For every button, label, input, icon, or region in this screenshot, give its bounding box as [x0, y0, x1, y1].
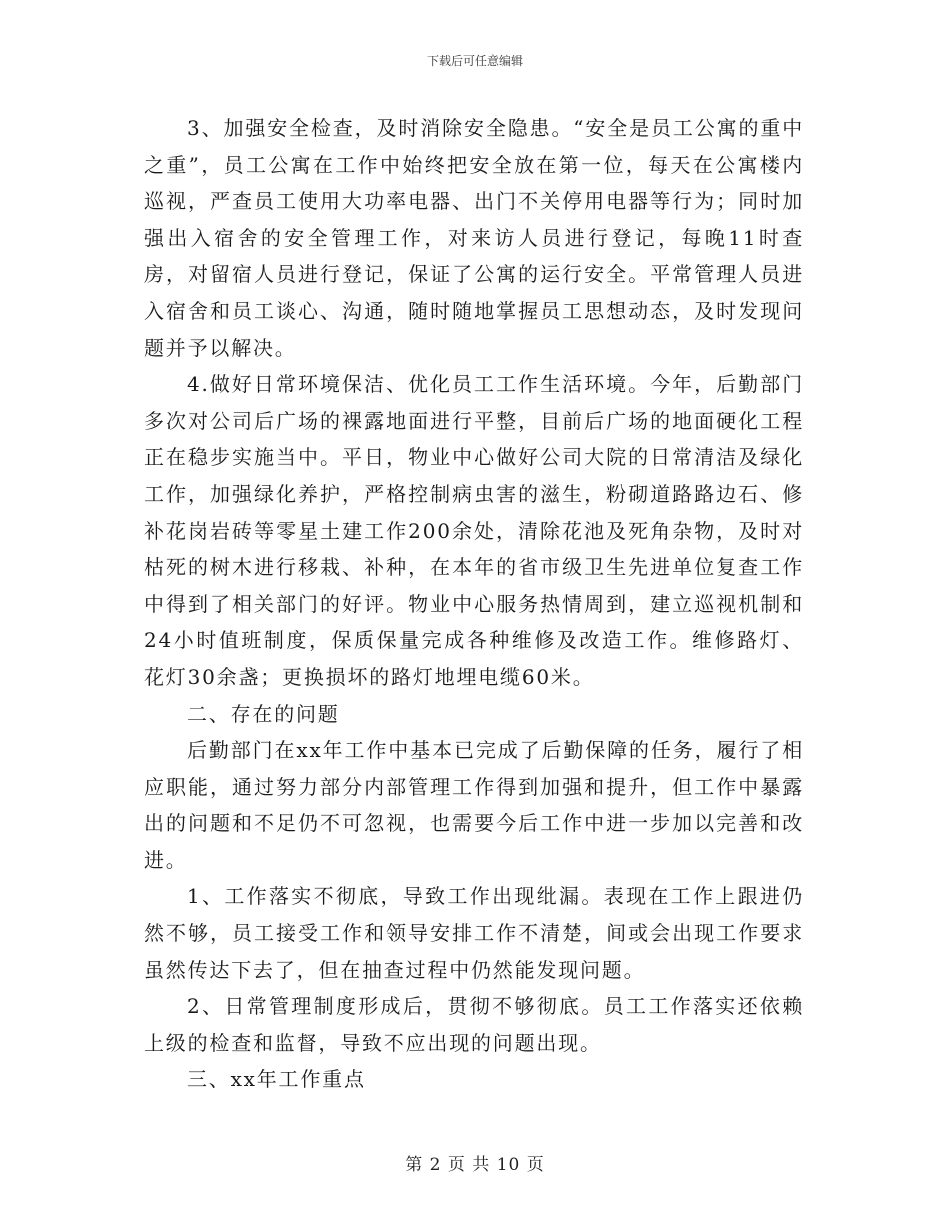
section-heading-work-focus: 三、xx年工作重点 [187, 1067, 366, 1092]
document-body [144, 110, 804, 1098]
section-heading-existing-problems: 二、存在的问题 [187, 701, 340, 726]
page-number: 第 2 页 共 10 页 [405, 1155, 545, 1175]
paragraph-problem-1: 1、工作落实不彻底，导致工作出现纰漏。表现在工作上跟进仍然不够，员工接受工作和领导安排工作不清楚，间或会出现工作要求虽然传达下去了，但在抽查过程中仍然能发现问题。 [144, 884, 804, 982]
paragraph-safety-inspection: 3、加强安全检查，及时消除安全隐患。“安全是员工公寓的重中之重”，员工公寓在工作中始终把安全放在第一位，每天在公寓楼内巡视，严查员工使用大功率电器、出门不关停用电器等行为；同时加强出入宿舍的安全管理工作，对来访人员进行登记，每晚11时查房，对留宿人员进行登记，保证了公寓的运行安全。平常管理人员进入宿舍和员工谈心、沟通，随时随地掌握员工思想动态，及时发现问题并予以解决。 [144, 116, 804, 360]
paragraph-problems-overview: 后勤部门在xx年工作中基本已完成了后勤保障的任务，履行了相应职能，通过努力部分内部管理工作得到加强和提升，但工作中暴露出的问题和不足仍不可忽视，也需要今后工作中进一步加以完善和改进。 [144, 738, 804, 872]
paragraph-environment-cleaning: 4.做好日常环境保洁、优化员工工作生活环境。今年，后勤部门多次对公司后广场的裸露地面进行平整，目前后广场的地面硬化工程正在稳步实施当中。平日，物业中心做好公司大院的日常清洁及绿化工作，加强绿化养护，严格控制病虫害的滋生，粉砌道路路边石、修补花岗岩砖等零星土建工作200余处，清除花池及死角杂物，及时对枯死的树木进行移栽、补种，在本年的省市级卫生先进单位复查工作中得到了相关部门的好评。物业中心服务热情周到，建立巡视机制和24小时值班制度，保质保量完成各种维修及改造工作。维修路灯、花灯30余盏；更换损坏的路灯地埋电缆60米。 [144, 372, 804, 689]
page-header-note: 下载后可任意编辑 [426, 54, 523, 68]
paragraph-problem-2: 2、日常管理制度形成后，贯彻不够彻底。员工工作落实还依赖上级的检查和监督，导致不应出现的问题出现。 [144, 994, 804, 1055]
